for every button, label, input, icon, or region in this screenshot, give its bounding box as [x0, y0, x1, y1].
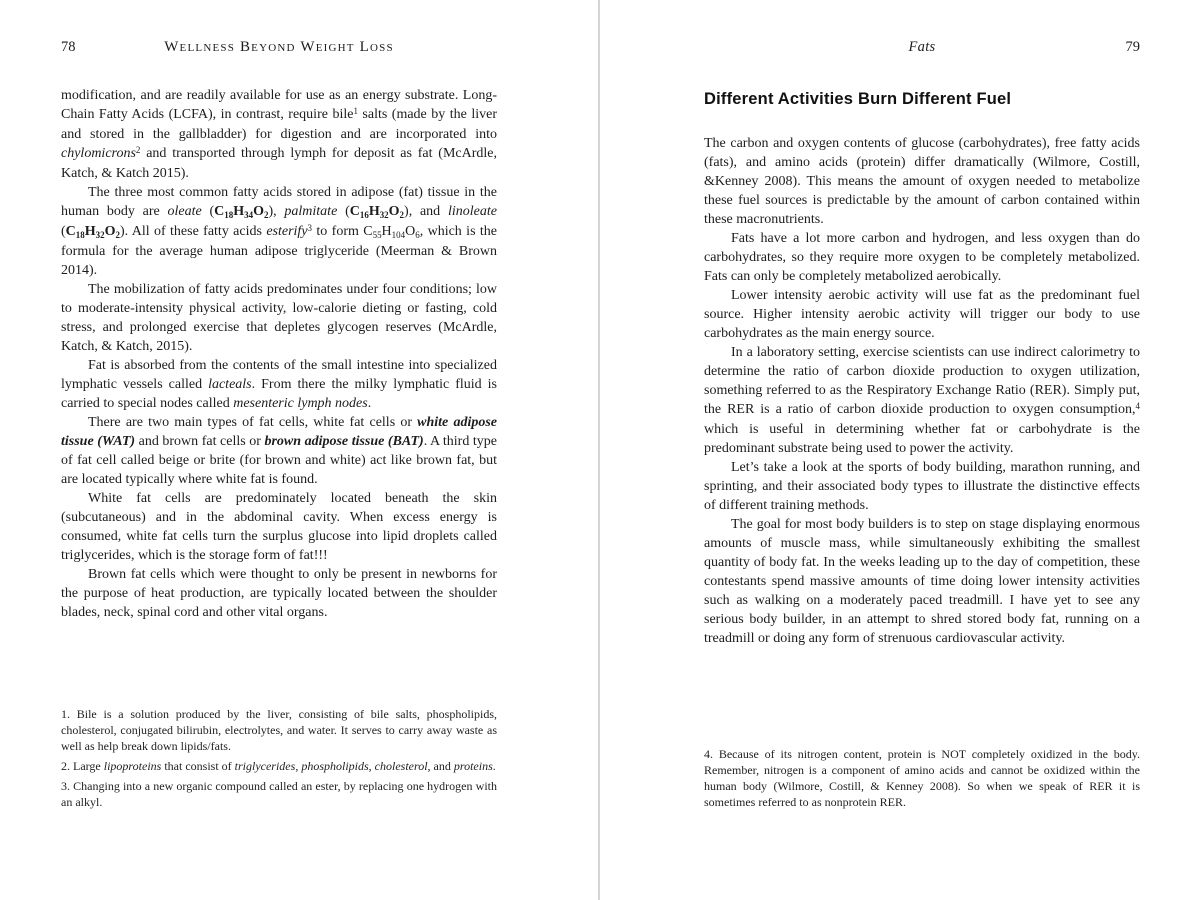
- footnote: 3. Changing into a new organic compound called an ester, by replacing one hydrogen with an alkyl.: [61, 779, 497, 809]
- page-right: [600, 0, 1200, 900]
- page-number-left: 78: [61, 39, 76, 55]
- paragraph: Brown fat cells which were thought to only be present in newborns for the purpose of heat production, are typically located between the shoulder blades, neck, spinal cord and other vital organs.: [61, 567, 497, 620]
- paragraph: The goal for most body builders is to step on stage displaying enormous amounts of muscle mass, while simultaneously exhibiting the smallest quantity of body fat. In the weeks leading up to the day of competition, these contestants spend massive amounts of time doing lower intensity activities such as walking on a moderately paced treadmill. I have yet to see any serious body builder, in an attempt to shred stored body fat, running on a treadmill or doing any form of strenuous cardiovascular activity.: [704, 517, 1140, 646]
- body-text-left: [61, 86, 497, 622]
- footnote: 4. Because of its nitrogen content, protein is NOT completely oxidized in the body. Remember, nitrogen is a component of amino acids and cannot be oxidized within the human body (Wilmore, Costill, & Kenney 2008). So when we speak of RER it is sometimes referred to as nonprotein RER.: [704, 747, 1140, 809]
- footnotes-left: [61, 706, 497, 814]
- paragraph: Lower intensity aerobic activity will use fat as the predominant fuel source. Higher intensity aerobic activity will trigger our body to use carbohydrates as the main energy source.: [704, 288, 1140, 341]
- paragraph: Fats have a lot more carbon and hydrogen, and less oxygen than do carbohydrates, so they require more oxygen to be completely metabolized. Fats can only be completely metabolized aerobically.: [704, 231, 1140, 284]
- paragraph: White fat cells are predominately located beneath the skin (subcutaneous) and in the abdominal cavity. When excess energy is consumed, white fat cells turn the surplus glucose into lipid droplets called triglycerides, which is the storage form of fat!!!: [61, 491, 497, 563]
- paragraph: There are two main types of fat cells, white fat cells or white adipose tissue (WAT) and brown fat cells or brown adipose tissue (BAT). A third type of fat cell called beige or brite (for brown and white) act like brown fat, but are located typically where white fat is found.: [61, 415, 498, 487]
- running-head-title-left: Wellness Beyond Weight Loss: [164, 39, 394, 55]
- running-head-right: [704, 38, 1140, 56]
- paragraph: The carbon and oxygen contents of glucose (carbohydrates), free fatty acids (fats), and amino acids (protein) differ dramatically (Wilmore, Costill, &Kenney 2008). This means the amount of oxygen needed to metabolize these fuel sources is predictable by the amount of carbon contained within these macronutrients.: [704, 136, 1140, 227]
- footnotes-right: [704, 746, 1140, 814]
- paragraph: In a laboratory setting, exercise scientists can use indirect calorimetry to determine the ratio of carbon dioxide production to oxygen utilization, something referred to as the Respiratory Exchange Ratio (RER). Simply put, the RER is a ratio of carbon dioxide production to oxygen consumption,$^4$ which is useful in determining whether fat or carbohydrate is the predominant substrate being used to power the activity.: [704, 345, 1140, 456]
- footnote: 1. Bile is a solution produced by the liver, consisting of bile salts, phospholipids, cholesterol, conjugated bilirubin, electrolytes, and water. It serves to carry away waste as well as help break down lipids/fats.: [61, 707, 497, 753]
- paragraph: Fat is absorbed from the contents of the small intestine into specialized lymphatic vessels called lacteals. From there the milky lymphatic fluid is carried to special nodes called mesenteric lymph nodes.: [61, 358, 497, 411]
- body-text-right: [704, 134, 1140, 648]
- paragraph: modification, and are readily available for use as an energy substrate. Long-Chain Fatty Acids (LCFA), in contrast, require bile$^1$ salts (made by the liver and stored in the gallbladder) for digestion and are incorporated into chylomicrons$^2$ and transported through lymph for deposit as fat (McArdle, Katch, & Katch 2015).: [61, 88, 497, 181]
- running-head-left: [61, 38, 497, 56]
- section-heading: Different Activities Burn Different Fuel: [704, 90, 1012, 108]
- page-number-right: 79: [1125, 39, 1140, 55]
- paragraph: The mobilization of fatty acids predominates under four conditions; low to moderate-intensity physical activity, low-calorie dieting or fasting, cold stress, and prolonged exercise that depletes glycogen reserves (McArdle, Katch, & Katch, 2015).: [61, 282, 497, 354]
- paragraph: Let’s take a look at the sports of body building, marathon running, and sprinting, and their associated body types to illustrate the distinctive effects of different training methods.: [704, 460, 1140, 513]
- paragraph: The three most common fatty acids stored in adipose (fat) tissue in the human body are oleate (C18H34O2), palmitate (C16H32O2), and linoleate (C18H32O2). All of these fatty acids esterify$^3$ to form C55H104O6, which is the formula for the average human adipose triglyceride (Meerman & Brown 2014).: [61, 185, 497, 278]
- footnote: 2. Large lipoproteins that consist of triglycerides, phospholipids, cholesterol, and proteins.: [61, 759, 496, 773]
- running-head-title-right: Fats: [908, 39, 936, 55]
